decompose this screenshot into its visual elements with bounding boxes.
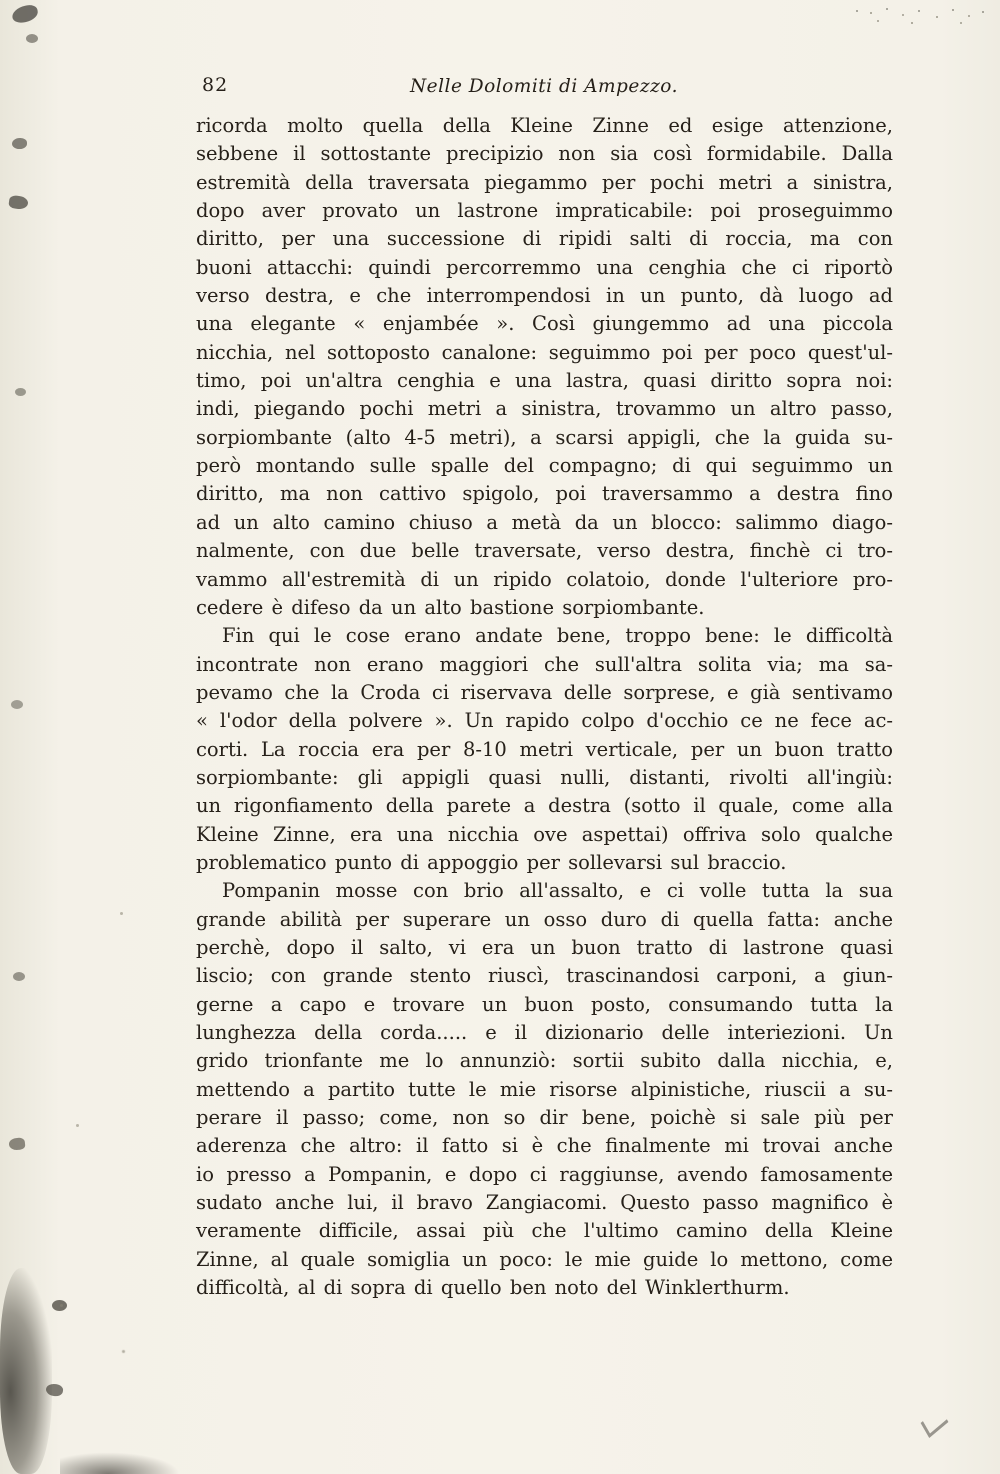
paragraph bbox=[196, 877, 893, 1302]
page-header bbox=[196, 74, 892, 100]
text-line: verso destra, e che interrompendosi in un punto, dà luogo ad bbox=[196, 284, 893, 308]
text-line: sorpiombante: gli appigli quasi nulli, distanti, rivolti all'ingiù: bbox=[196, 765, 893, 789]
ink-smudge bbox=[26, 34, 38, 43]
paragraph bbox=[196, 112, 893, 622]
text-line: indi, piegando pochi metri a sinistra, trovammo un altro passo, bbox=[196, 397, 893, 421]
text-line: Zinne, al quale somiglia un poco: le mie guide lo mettono, come bbox=[196, 1247, 893, 1271]
paper-specks bbox=[856, 10, 858, 12]
text-line: perare il passo; come, non so dir bene, poichè si sale più per bbox=[196, 1106, 893, 1130]
ink-smudge bbox=[0, 1268, 52, 1474]
text-line: sebbene il sottostante precipizio non sia così formidabile. Dalla bbox=[196, 142, 893, 166]
text-line: però montando sulle spalle del compagno; di qui seguimmo un bbox=[196, 454, 893, 478]
page-text bbox=[196, 112, 893, 1302]
running-title: Nelle Dolomiti di Ampezzo. bbox=[409, 76, 679, 97]
text-line: problematico punto di appoggio per sollevarsi sul braccio. bbox=[196, 850, 787, 874]
text-line: ricorda molto quella della Kleine Zinne ed esige attenzione, bbox=[196, 114, 893, 137]
text-line: sudato anche lui, il bravo Zangiacomi. Questo passo magnifico è bbox=[196, 1191, 893, 1215]
text-line: gerne a capo e trovare un buon posto, consumando tutta la bbox=[196, 992, 893, 1016]
text-line: cedere è difeso da un alto bastione sorpiombante. bbox=[196, 595, 705, 619]
text-line: nalmente, con due belle traversate, verso destra, finchè ci tro- bbox=[196, 539, 893, 563]
text-line: Fin qui le cose erano andate bene, troppo bene: le difficoltà bbox=[222, 624, 893, 648]
text-line: pevamo che la Croda ci riservava delle sorprese, e già sentivamo bbox=[196, 680, 893, 704]
text-line: aderenza che altro: il fatto si è che finalmente mi trovai anche bbox=[196, 1134, 893, 1158]
text-line: « l'odor della polvere ». Un rapido colpo d'occhio ce ne fece ac- bbox=[196, 709, 893, 733]
text-line: diritto, per una successione di ripidi salti di roccia, ma con bbox=[196, 227, 893, 251]
text-line: estremità della traversata piegammo per pochi metri a sinistra, bbox=[196, 170, 893, 194]
ink-smudge bbox=[11, 700, 23, 709]
ink-smudge bbox=[15, 388, 26, 396]
text-line: mettendo a partito tutte le mie risorse alpinistiche, riuscii a su- bbox=[196, 1077, 893, 1101]
paragraph bbox=[196, 622, 893, 877]
text-line: lunghezza della corda..... e il dizionario delle interiezioni. Un bbox=[196, 1021, 893, 1044]
text-line: corti. La roccia era per 8-10 metri verticale, per un buon tratto bbox=[196, 737, 893, 761]
text-line: una elegante « enjambée ». Così giungemmo ad una piccola bbox=[196, 312, 893, 336]
text-line: buoni attacchi: quindi percorremmo una cenghia che ci riportò bbox=[196, 255, 893, 279]
text-line: io presso a Pompanin, e dopo ci raggiunse, avendo famosamente bbox=[196, 1162, 893, 1186]
text-line: liscio; con grande stento riuscì, trascinandosi carponi, a giun- bbox=[196, 964, 893, 988]
ink-smudge bbox=[12, 138, 27, 149]
paper-specks bbox=[120, 912, 123, 915]
text-line: difficoltà, al di sopra di quello ben noto del Winklerthurm. bbox=[196, 1276, 790, 1300]
ink-smudge bbox=[60, 1452, 180, 1474]
text-line: incontrate non erano maggiori che sull'altra solita via; ma sa- bbox=[196, 652, 893, 676]
ink-smudge bbox=[11, 3, 40, 24]
text-line: vammo all'estremità di un ripido colatoio, donde l'ulteriore pro- bbox=[196, 567, 893, 591]
ink-smudge bbox=[45, 1383, 64, 1398]
page-number: 82 bbox=[202, 74, 229, 96]
text-line: nicchia, nel sottoposto canalone: seguimmo poi per poco quest'ul- bbox=[196, 340, 893, 364]
ink-smudge bbox=[52, 1300, 67, 1311]
text-line: Kleine Zinne, era una nicchia ove aspettai) offriva solo qualche bbox=[196, 822, 893, 846]
ink-smudge bbox=[13, 972, 25, 981]
text-line: Pompanin mosse con brio all'assalto, e ci volle tutta la sua bbox=[222, 879, 893, 903]
text-line: grido trionfante me lo annunziò: sortii subito dalla nicchia, e, bbox=[196, 1049, 893, 1073]
text-line: grande abilità per superare un osso duro di quella fatta: anche bbox=[196, 907, 893, 931]
text-line: dopo aver provato un lastrone impraticabile: poi proseguimmo bbox=[196, 199, 893, 223]
text-line: diritto, ma non cattivo spigolo, poi traversammo a destra fino bbox=[196, 482, 893, 506]
ink-smudge bbox=[8, 195, 29, 211]
text-line: ad un alto camino chiuso a metà da un blocco: salimmo diago- bbox=[196, 510, 893, 534]
text-line: perchè, dopo il salto, vi era un buon tratto di lastrone quasi bbox=[196, 935, 893, 959]
text-line: un rigonfiamento della parete a destra (sotto il quale, come alla bbox=[196, 794, 893, 818]
text-line: sorpiombante (alto 4-5 metri), a scarsi appigli, che la guida su- bbox=[196, 425, 893, 449]
pencil-mark bbox=[921, 1407, 949, 1438]
ink-smudge bbox=[8, 1137, 25, 1151]
text-line: veramente difficile, assai più che l'ultimo camino della Kleine bbox=[196, 1219, 893, 1243]
text-line: timo, poi un'altra cenghia e una lastra, quasi diritto sopra noi: bbox=[196, 369, 893, 393]
